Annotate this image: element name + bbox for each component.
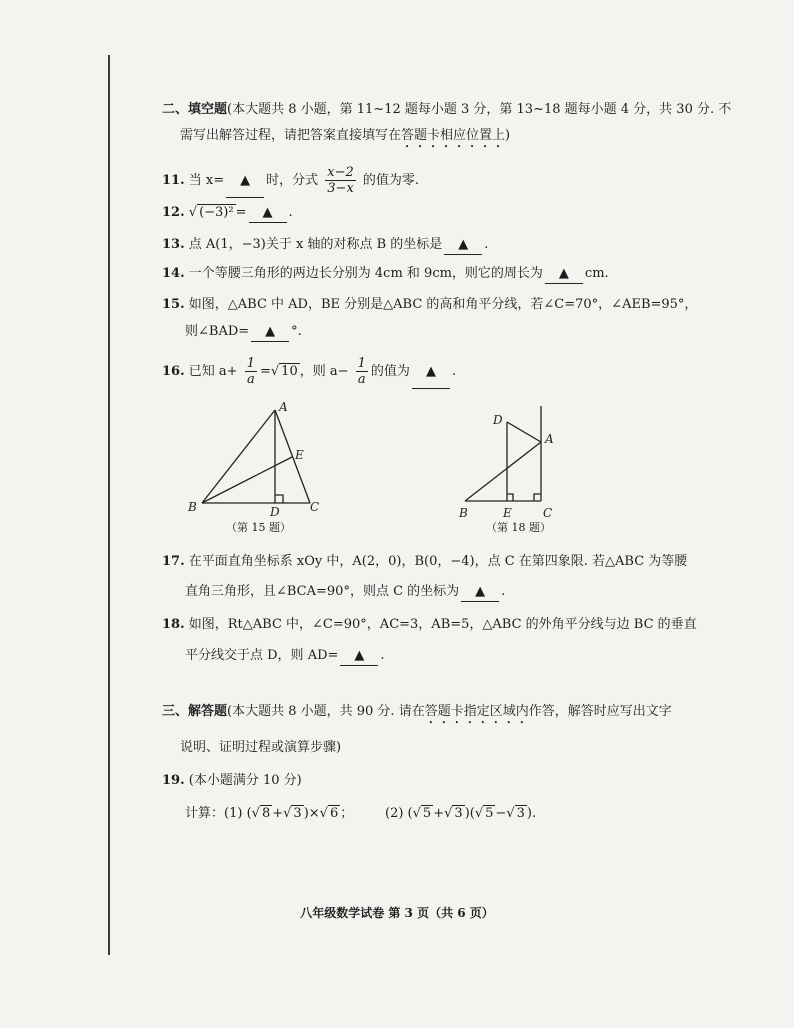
question-12 bbox=[162, 204, 293, 223]
q15-answer-blank: ▲ bbox=[251, 323, 289, 342]
q16-number: 16. bbox=[162, 364, 185, 379]
q16-answer-blank: ▲ bbox=[412, 356, 450, 389]
q16-frac2-den: a bbox=[357, 372, 366, 387]
fig15-caption: （第 15 题） bbox=[226, 521, 291, 534]
q11-fraction bbox=[325, 165, 356, 196]
question-16 bbox=[162, 356, 456, 389]
section3-desc1b: 答题卡指定区域内 bbox=[424, 704, 529, 719]
fig18-segment-da bbox=[507, 422, 541, 442]
q14-answer-blank: ▲ bbox=[545, 265, 583, 284]
question-19 bbox=[162, 772, 302, 790]
section3-desc1a: (本大题共 8 小题，共 90 分. 请在 bbox=[227, 704, 425, 719]
q19-p1-times: )× bbox=[303, 806, 320, 821]
page-footer: 八年级数学试卷 第 3 页（共 6 页） bbox=[300, 906, 494, 920]
fig18-label-d: D bbox=[493, 413, 503, 427]
q18-answer-blank: ▲ bbox=[340, 647, 378, 666]
fig18-label-b: B bbox=[459, 506, 468, 520]
q12-sqrt-sign: √ bbox=[188, 205, 198, 220]
q16-frac-den: a bbox=[246, 372, 255, 387]
q15-line2post: °. bbox=[291, 324, 302, 339]
q16-sqrt-sign: √ bbox=[270, 364, 280, 379]
fig18-side-ba bbox=[465, 442, 541, 501]
fig15-label-b: B bbox=[188, 500, 197, 514]
q13-text: 点 A(1，−3)关于 x 轴的对称点 B 的坐标是 bbox=[188, 237, 443, 252]
q18-line1: 如图，Rt△ABC 中，∠C=90°，AC=3，AB=5，△ABC 的外角平分线与边 BC 的垂直 bbox=[188, 617, 697, 632]
q19-p2-r4: 3 bbox=[516, 806, 525, 821]
q16-mid2: ，则 a− bbox=[299, 364, 349, 379]
q12-post: . bbox=[288, 205, 293, 220]
fig18-caption: （第 18 题） bbox=[486, 521, 551, 534]
section3-header: 三、解答题 bbox=[162, 704, 228, 719]
fig15-label-e: E bbox=[295, 448, 304, 462]
q11-pre: 当 x= bbox=[188, 173, 225, 188]
q13-number: 13. bbox=[162, 237, 185, 252]
section3-desc1c: 作答，解答时应写出文字 bbox=[528, 704, 672, 719]
fig18-right-angle-e bbox=[507, 494, 513, 501]
q15-number: 15. bbox=[162, 297, 185, 312]
q15-line2pre: 则∠BAD= bbox=[185, 324, 250, 339]
q15-line1: 如图，△ABC 中 AD，BE 分别是△ABC 的高和角平分线，若∠C=70°，∠AEB=95°， bbox=[188, 297, 698, 312]
q14-text: 一个等腰三角形的两边长分别为 4cm 和 9cm，则它的周长为 bbox=[188, 266, 543, 281]
section2-desc1: (本大题共 8 小题，第 11~12 题每小题 3 分，第 13~18 题每小题 4 分，共 30 分. 不 bbox=[227, 102, 732, 117]
question-18 bbox=[162, 616, 697, 634]
fig15-label-c: C bbox=[310, 500, 320, 514]
q16-frac-num: 1 bbox=[246, 356, 255, 371]
q16-mid1: = bbox=[259, 364, 271, 379]
fig15-side-ac bbox=[275, 410, 310, 503]
q19-number: 19. bbox=[162, 773, 185, 788]
fig15-right-angle bbox=[275, 495, 283, 503]
fig15-side-ab bbox=[202, 410, 275, 503]
q19-p2-r3: 5 bbox=[485, 806, 494, 821]
fig18-label-e: E bbox=[503, 506, 512, 520]
q19-part2 bbox=[385, 805, 536, 823]
sqrt-icon: √ bbox=[251, 806, 260, 821]
q16-fraction-2 bbox=[356, 356, 368, 387]
margin-line bbox=[108, 55, 110, 955]
q18-number: 18. bbox=[162, 617, 185, 632]
q14-post: cm. bbox=[584, 266, 609, 281]
q16-pre: 已知 a+ bbox=[188, 364, 238, 379]
q16-end: . bbox=[451, 364, 457, 379]
q17-line1: 在平面直角坐标系 xOy 中，A(2，0)，B(0，−4)，点 C 在第四象限. 若△ABC 为等腰 bbox=[188, 554, 688, 569]
section2-desc2b: 答题卡相应位置上 bbox=[401, 128, 506, 143]
q17-line2pre: 直角三角形，且∠BCA=90°，则点 C 的坐标为 bbox=[185, 584, 460, 599]
q19-p2-mid: )( bbox=[464, 806, 475, 821]
q19-p2-r2: 3 bbox=[454, 806, 463, 821]
section2-header: 二、填空题 bbox=[162, 102, 228, 117]
q12-answer-blank: ▲ bbox=[249, 204, 287, 223]
q11-answer-blank: ▲ bbox=[226, 165, 264, 198]
section3-line2: 说明、证明过程或演算步骤) bbox=[180, 740, 342, 755]
fig15-bisector-be bbox=[202, 457, 292, 503]
question-11 bbox=[162, 165, 419, 198]
question-15 bbox=[162, 296, 697, 314]
q16-radicand: 10 bbox=[281, 364, 298, 379]
section2-line2 bbox=[180, 127, 510, 151]
question-17 bbox=[162, 553, 687, 571]
q16-fraction bbox=[245, 356, 257, 387]
q19-p1-r2: 3 bbox=[293, 806, 302, 821]
q19-p1-r3: 6 bbox=[329, 806, 339, 821]
q14-number: 14. bbox=[162, 266, 185, 281]
sqrt-icon: √ bbox=[506, 806, 515, 821]
q17-answer-blank: ▲ bbox=[461, 583, 499, 602]
section2-desc2a: 需写出解答过程，请把答案直接填写在 bbox=[180, 128, 402, 143]
figure-18 bbox=[455, 400, 575, 520]
section3-line1 bbox=[162, 703, 672, 727]
question-14 bbox=[162, 265, 609, 284]
q18-line2post: . bbox=[380, 648, 385, 663]
figure-15 bbox=[180, 395, 330, 520]
q19-p2-r1: 5 bbox=[422, 806, 432, 821]
q11-post: 的值为零. bbox=[362, 173, 420, 188]
q19-p2-end: ). bbox=[526, 806, 537, 821]
fig15-label-d: D bbox=[270, 505, 280, 519]
q16-frac2-num: 1 bbox=[357, 356, 366, 371]
question-15-line2 bbox=[185, 323, 302, 342]
q19-p2-plus: + bbox=[433, 806, 445, 821]
sqrt-icon: √ bbox=[412, 806, 421, 821]
q19-p2-minus: − bbox=[495, 806, 507, 821]
q17-number: 17. bbox=[162, 554, 185, 569]
q19-title: (本小题满分 10 分) bbox=[188, 773, 302, 788]
q19-p1-r1: 8 bbox=[261, 806, 271, 821]
q16-post: 的值为 bbox=[370, 364, 410, 379]
q19-p1-pre: (1) ( bbox=[224, 806, 252, 821]
q13-post: . bbox=[484, 237, 489, 252]
q11-number: 11. bbox=[162, 173, 185, 188]
sqrt-icon: √ bbox=[283, 806, 292, 821]
fig18-right-angle-c bbox=[534, 494, 541, 501]
section2-desc2c: ) bbox=[505, 128, 511, 143]
sqrt-icon: √ bbox=[474, 806, 484, 821]
fig18-label-c: C bbox=[543, 506, 553, 520]
question-13 bbox=[162, 236, 488, 255]
q11-frac-den: 3−x bbox=[327, 181, 354, 196]
question-18-line2 bbox=[185, 647, 385, 666]
q12-number: 12. bbox=[162, 205, 185, 220]
q19-calc-label: 计算： bbox=[185, 806, 225, 821]
q11-frac-num: x−2 bbox=[327, 165, 354, 180]
q12-radicand: (−3)² bbox=[199, 205, 234, 220]
q17-line2post: . bbox=[501, 584, 506, 599]
fig15-label-a: A bbox=[279, 400, 288, 414]
q19-p2-pre: (2) ( bbox=[385, 806, 413, 821]
q19-p1-end: ； bbox=[340, 806, 354, 821]
q19-p1-plus: + bbox=[272, 806, 284, 821]
q18-line2pre: 平分线交于点 D，则 AD= bbox=[185, 648, 339, 663]
q11-mid: 时，分式 bbox=[266, 173, 319, 188]
q19-part1 bbox=[185, 805, 353, 823]
sqrt-icon: √ bbox=[319, 806, 328, 821]
q13-answer-blank: ▲ bbox=[444, 236, 482, 255]
sqrt-icon: √ bbox=[444, 806, 453, 821]
question-17-line2 bbox=[185, 583, 505, 602]
fig18-label-a: A bbox=[545, 432, 554, 446]
q12-eq: = bbox=[235, 205, 247, 220]
section2-line1 bbox=[162, 101, 731, 119]
